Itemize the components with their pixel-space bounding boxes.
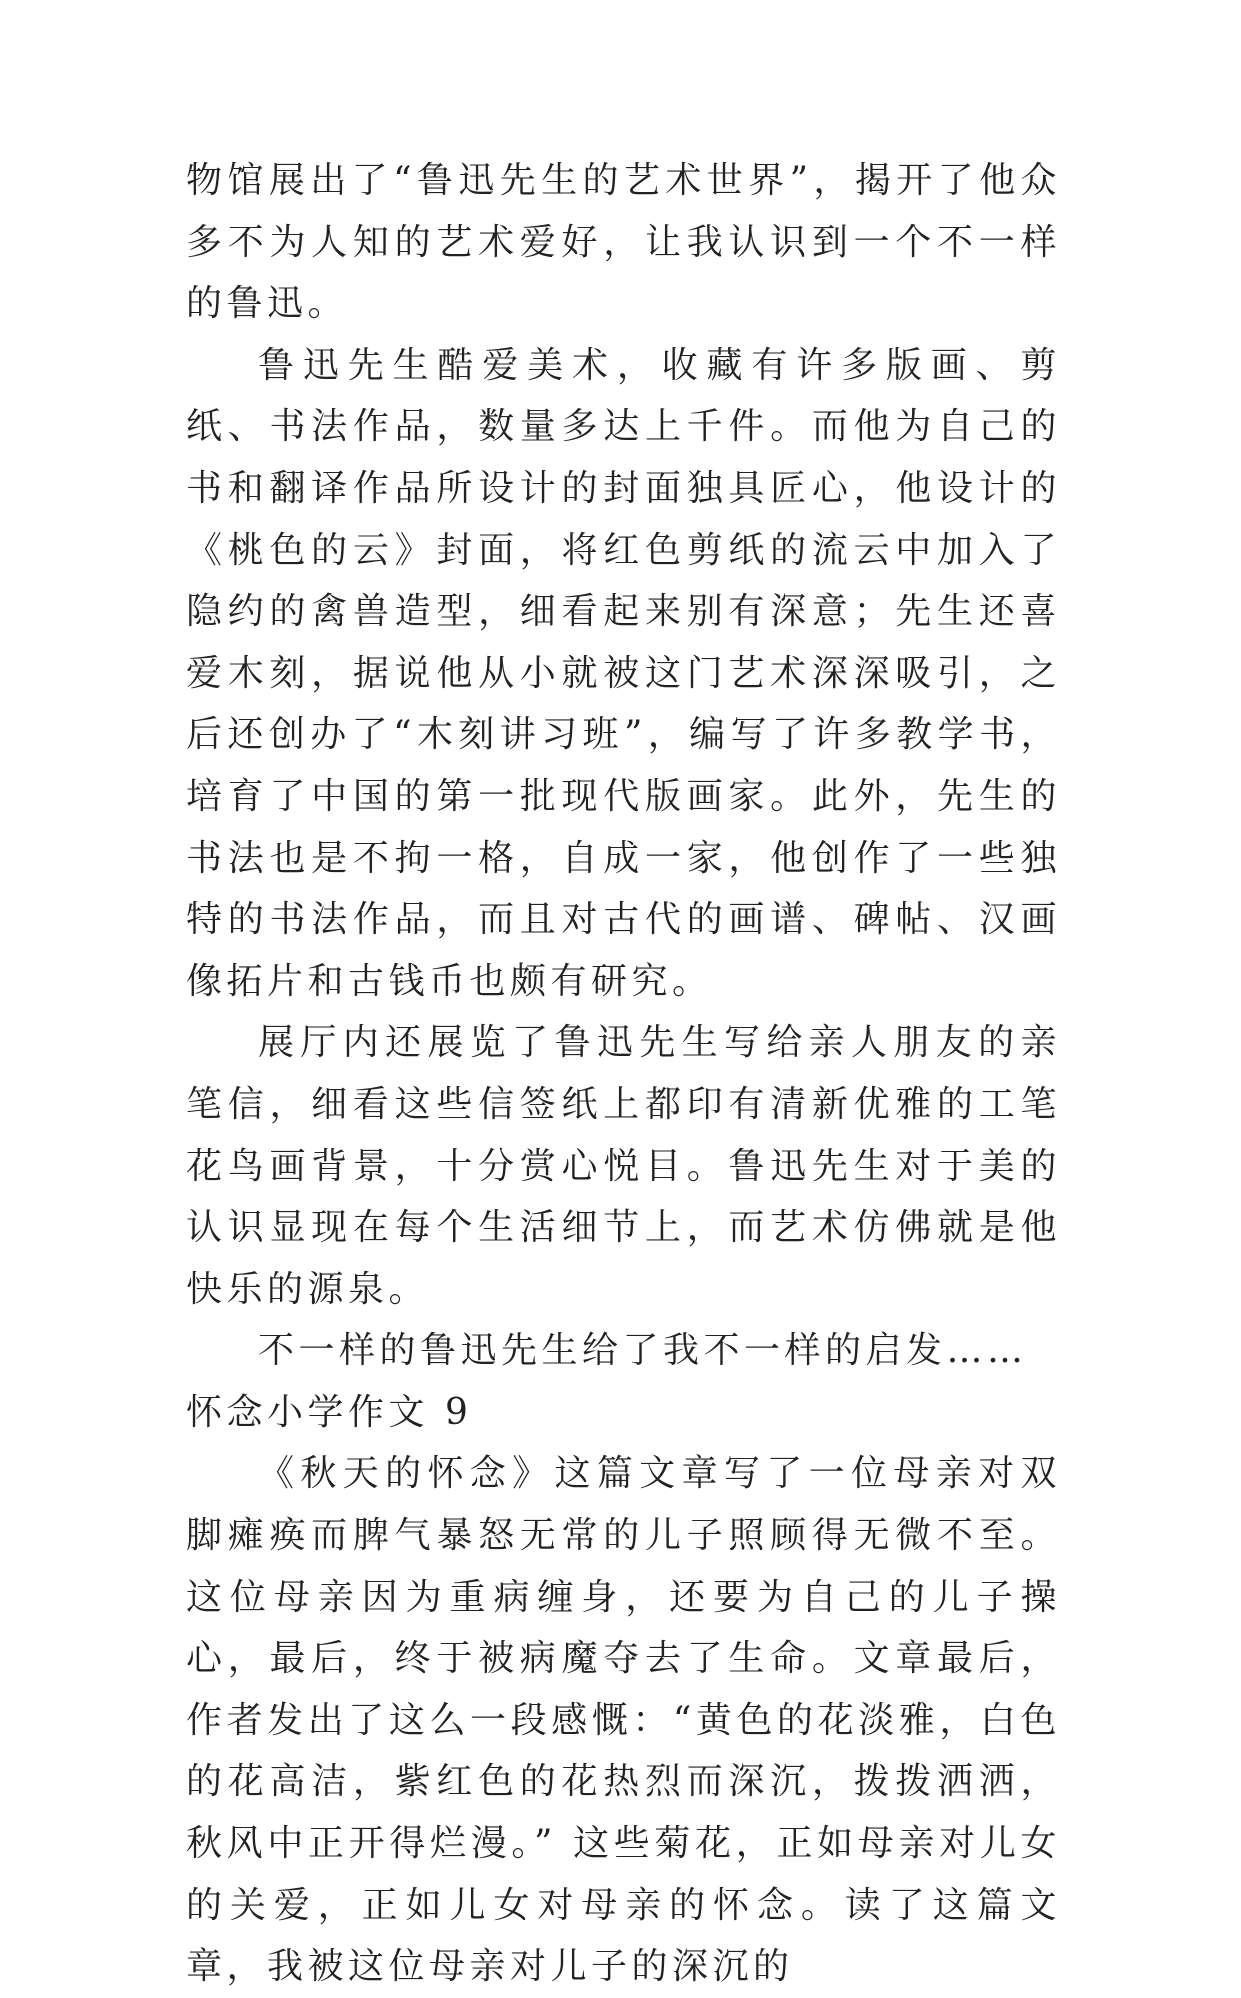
paragraph-inspiration: 不一样的鲁迅先生给了我不一样的启发……: [258, 1330, 1028, 1372]
paragraph-art-collection: 鲁迅先生酷爱美术，收藏有许多版画、剪纸、书法作品，数量多达上千件。而他为自己的书和翻译作品所设计的封面独具匠心，他设计的《桃色的云》封面，将红色剪纸的流云中加入了隐约的禽兽造型，细看起来别有深意；先生还喜爱木刻，据说他从小就被这门艺术深深吸引，之后还创办了“木刻讲习班”，编写了许多教学书，培育了中国的第一批现代版画家。此外，先生的书法也是不拘一格，自成一家，他创作了一些独特的书法作品，而且对古代的画谱、碑帖、汉画像拓片和古钱币也颇有研究。: [186, 344, 1061, 1002]
document-body: [186, 150, 1061, 1998]
paragraph-autumn-memory: 《秋天的怀念》这篇文章写了一位母亲对双脚瘫痪而脾气暴怒无常的儿子照顾得无微不至。这位母亲因为重病缠身，还要为自己的儿子操心，最后，终于被病魔夺去了生命。文章最后，作者发出了这么一段感慨：“黄色的花淡雅，白色的花高洁，紫红色的花热烈而深沉，拨拨洒洒，秋风中正开得烂漫。” 这些菊花，正如母亲对儿女的关爱，正如儿女对母亲的怀念。读了这篇文章，我被这位母亲对儿子的深沉的: [186, 1453, 1061, 1988]
section-title: 怀念小学作文 9: [186, 1391, 473, 1433]
paragraph-letters: 展厅内还展览了鲁迅先生写给亲人朋友的亲笔信，细看这些信签纸上都印有清新优雅的工笔花鸟画背景，十分赏心悦目。鲁迅先生对于美的认识显现在每个生活细节上，而艺术仿佛就是他快乐的源泉。: [186, 1022, 1061, 1310]
continued-paragraph: 物馆展出了“鲁迅先生的艺术世界”，揭开了他众多不为人知的艺术爱好，让我认识到一个不一样的鲁迅。: [186, 160, 1061, 325]
